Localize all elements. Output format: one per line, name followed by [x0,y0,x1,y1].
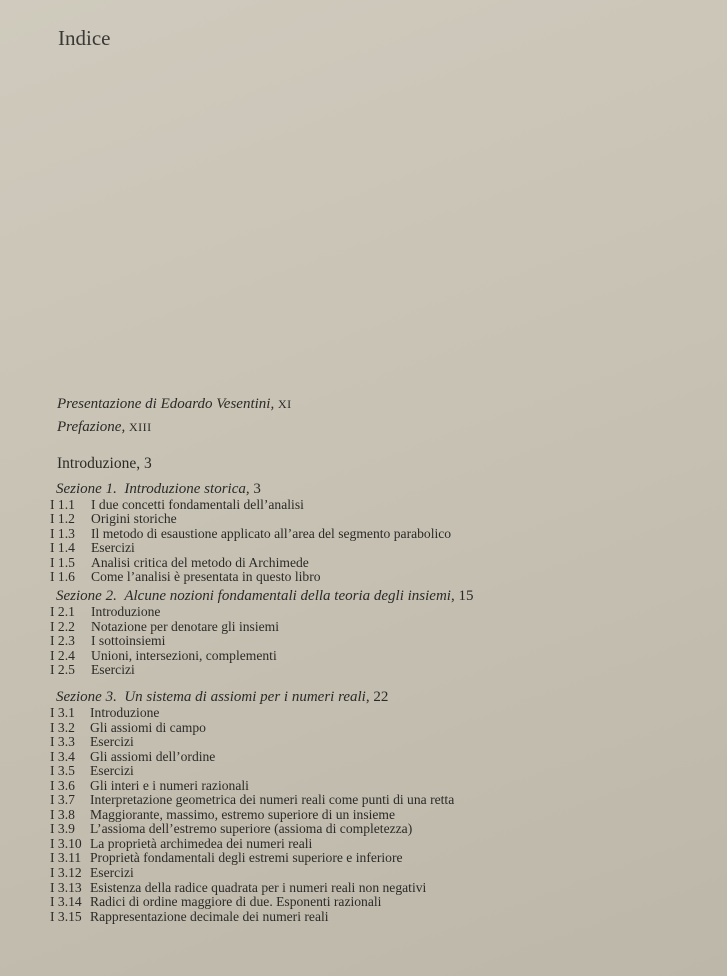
toc-item [50,512,690,526]
item-text: Gli assiomi dell’ordine [90,748,216,764]
item-text: Introduzione [90,705,160,720]
item-number: I 3.11 [50,850,82,866]
item-text: Maggiorante, massimo, estremo superiore di un insieme [90,806,396,822]
toc-item [50,634,690,649]
item-text: Unioni, intersezioni, complementi [91,647,277,663]
item-text: I sottoinsiemi [91,633,166,648]
front-matter-presentazione: Presentazione di Edoardo Vesentini, XI [57,396,292,412]
section-heading: Sezione 1. Introduzione storica, 3 [56,481,261,497]
item-text: Esercizi [91,662,135,677]
toc-item [50,663,690,678]
item-number: I 3.3 [50,734,75,750]
item-number: I 3.12 [50,865,82,881]
section-title: Un sistema di assiomi per i numeri reali [124,689,366,705]
toc-item [50,866,690,881]
item-number: I 3.6 [50,777,75,793]
toc-item [50,541,690,555]
section-heading: Sezione 2. Alcune nozioni fondamentali della teoria degli insiemi, 15 [56,588,474,604]
item-number: I 1.2 [50,511,75,527]
toc-item [50,750,690,765]
item-number: I 1.1 [50,497,75,512]
front-matter-prefazione: Prefazione, XIII [57,419,152,435]
toc-item [50,881,690,896]
section-prefix: Sezione 2. [56,588,117,604]
item-text: Rappresentazione decimale dei numeri reali [90,908,329,924]
toc-item [50,793,690,808]
item-text: Gli interi e i numeri razionali [90,777,249,793]
entry-label: Presentazione di Edoardo Vesentini [57,396,271,412]
item-number: I 3.2 [50,719,75,735]
section-page: 15 [458,588,474,604]
item-number: I 2.1 [50,604,75,619]
toc-item [50,779,690,794]
item-text: L’assioma dell’estremo superiore (assioma di completezza) [90,821,413,837]
section-page: 22 [373,689,389,705]
toc-item [50,649,690,664]
entry-page: XI [277,397,292,411]
item-number: I 1.3 [50,525,75,541]
item-number: I 3.9 [50,821,75,837]
toc-item [50,764,690,779]
section-3 [50,689,690,924]
item-text: Esercizi [90,865,134,881]
item-text: Analisi critica del metodo di Archimede [91,554,309,570]
item-number: I 1.6 [50,569,75,585]
item-text: Esercizi [90,763,134,779]
item-text: Radici di ordine maggiore di due. Esponenti razionali [90,894,382,910]
section-title: Alcune nozioni fondamentali della teoria degli insiemi [124,588,451,604]
toc-item [50,527,690,541]
item-number: I 1.5 [50,554,75,570]
item-text: Esercizi [90,734,134,750]
item-number: I 3.1 [50,705,75,720]
item-number: I 3.14 [50,894,82,910]
section-page: 3 [253,481,261,497]
toc-item [50,620,690,635]
item-number: I 3.7 [50,792,75,808]
item-number: I 3.5 [50,763,75,779]
item-number: I 3.10 [50,835,82,851]
item-number: I 2.3 [50,633,75,648]
toc-item [50,808,690,823]
toc-item [50,556,690,570]
entry-label: Prefazione [57,419,122,435]
item-text: Esercizi [91,540,135,556]
toc-item [50,498,690,512]
section-title: Introduzione storica [124,481,246,497]
item-number: I 2.4 [50,647,75,663]
toc-item [50,837,690,852]
item-text: Proprietà fondamentali degli estremi superiore e inferiore [90,850,403,866]
item-number: I 2.5 [50,662,75,677]
item-number: I 3.15 [50,908,82,924]
item-text: Notazione per denotare gli insiemi [91,618,279,634]
toc-item [50,822,690,837]
toc-item [50,706,690,721]
item-number: I 1.4 [50,540,75,556]
introduction-entry: Introduzione, 3 [57,455,152,472]
item-text: Come l’analisi è presentata in questo libro [91,569,321,585]
section-prefix: Sezione 3. [56,689,117,705]
toc-item [50,605,690,620]
item-text: La proprietà archimedea dei numeri reali [90,835,313,851]
toc-item [50,721,690,736]
item-text: Il metodo di esaustione applicato all’area del segmento parabolico [91,525,452,541]
section-2 [50,588,690,678]
item-text: Esistenza della radice quadrata per i numeri reali non negativi [90,879,427,895]
page-title: Indice [58,26,111,50]
toc-item [50,895,690,910]
section-1 [50,481,690,584]
toc-item [50,910,690,925]
item-text: Gli assiomi di campo [90,719,206,735]
section-prefix: Sezione 1. [56,481,117,497]
item-number: I 3.8 [50,806,75,822]
toc-item [50,851,690,866]
item-text: I due concetti fondamentali dell’analisi [91,497,304,512]
item-text: Introduzione [91,604,161,619]
toc-item [50,570,690,584]
item-number: I 2.2 [50,618,75,634]
item-text: Interpretazione geometrica dei numeri reali come punti di una retta [90,792,455,808]
entry-page: XIII [128,420,152,434]
toc-item [50,735,690,750]
item-text: Origini storiche [91,511,177,527]
item-number: I 3.13 [50,879,82,895]
item-number: I 3.4 [50,748,75,764]
section-heading: Sezione 3. Un sistema di assiomi per i numeri reali, 22 [56,689,389,705]
